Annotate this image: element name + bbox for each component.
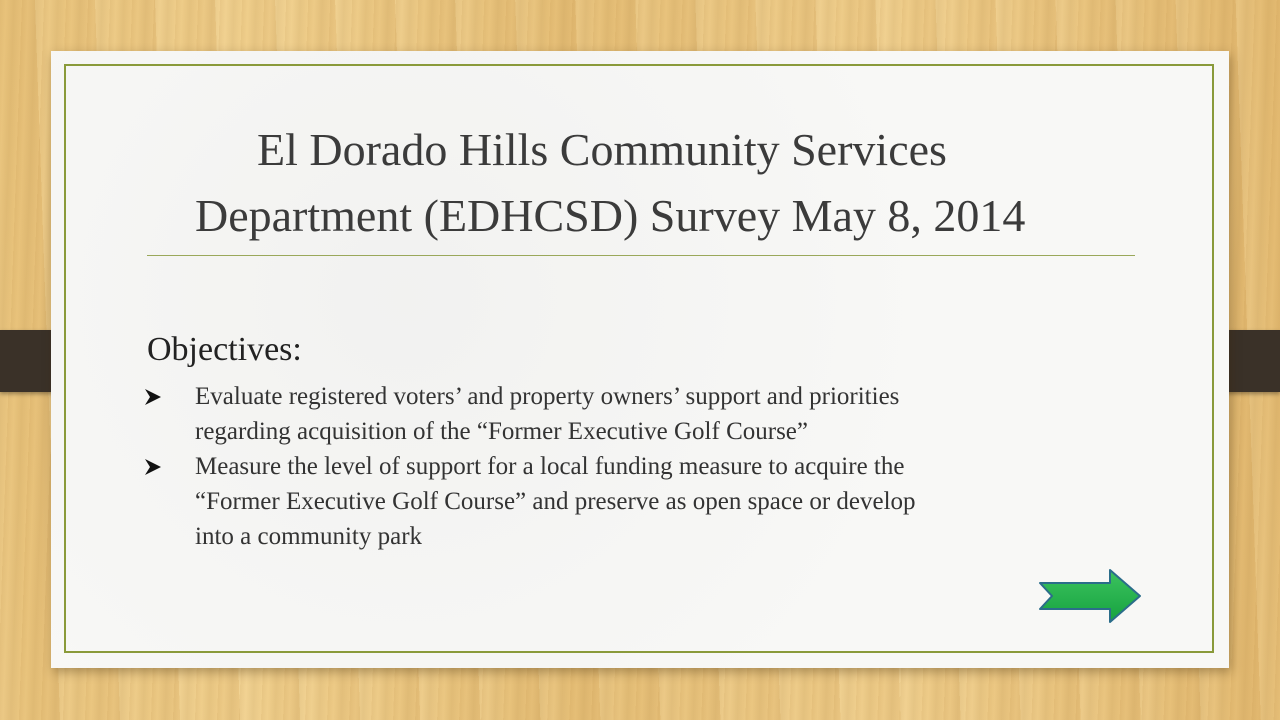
slide-paper	[51, 51, 1229, 668]
list-item	[143, 449, 1123, 554]
objectives-list	[143, 379, 1123, 554]
title-line-1: El Dorado Hills Community Services	[257, 124, 947, 175]
title-line-2: Department (EDHCSD) Survey May 8, 2014	[195, 190, 1026, 241]
bullet-2-line-1: Measure the level of support for a local funding measure to acquire the	[195, 453, 905, 480]
list-item	[143, 379, 1123, 449]
bullet-1-line-2: regarding acquisition of the “Former Executive Golf Course”	[195, 418, 809, 445]
objectives-heading: Objectives:	[147, 331, 302, 368]
title-divider	[147, 255, 1135, 256]
arrowhead-bullet-icon	[143, 388, 163, 406]
bullet-2-line-3: into a community park	[195, 523, 423, 550]
slide-title	[147, 117, 1147, 249]
bullet-1-line-1: Evaluate registered voters’ and property owners’ support and priorities	[195, 383, 900, 410]
arrowhead-bullet-icon	[143, 458, 163, 476]
bullet-2-line-2: “Former Executive Golf Course” and preserve as open space or develop	[195, 488, 916, 515]
next-slide-arrow-icon[interactable]	[1036, 567, 1144, 625]
